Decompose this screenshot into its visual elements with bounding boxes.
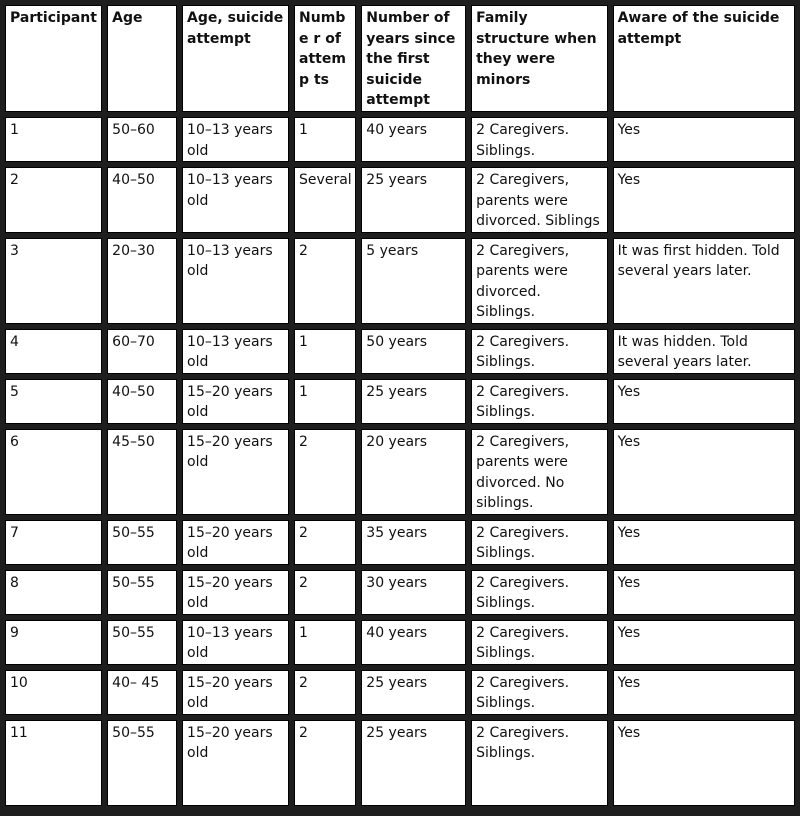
cell-family-structure: 2 Caregivers, parents were divorced. No siblings. — [471, 429, 607, 515]
table-row — [5, 238, 795, 324]
cell-age-attempt: 10–13 years old — [182, 620, 289, 665]
cell-years-since: 25 years — [361, 670, 466, 715]
cell-age: 60–70 — [107, 329, 177, 374]
cell-age: 50–55 — [107, 570, 177, 615]
cell-participant: 3 — [5, 238, 102, 324]
cell-family-structure: 2 Caregivers, parents were divorced. Siblings. — [471, 238, 607, 324]
cell-age-attempt: 15–20 years old — [182, 720, 289, 806]
cell-aware: Yes — [613, 570, 795, 615]
cell-family-structure: 2 Caregivers. Siblings. — [471, 620, 607, 665]
cell-attempts: 1 — [294, 379, 356, 424]
cell-years-since: 25 years — [361, 379, 466, 424]
cell-age: 40– 45 — [107, 670, 177, 715]
cell-aware: Yes — [613, 379, 795, 424]
cell-family-structure: 2 Caregivers. Siblings. — [471, 117, 607, 162]
header-aware-of-attempt: Aware of the suicide attempt — [613, 5, 795, 112]
table-row — [5, 117, 795, 162]
cell-aware: Yes — [613, 620, 795, 665]
cell-years-since: 25 years — [361, 167, 466, 233]
cell-age: 50–55 — [107, 620, 177, 665]
cell-family-structure: 2 Caregivers. Siblings. — [471, 670, 607, 715]
header-years-since-first-attempt: Number of years since the first suicide attempt — [361, 5, 466, 112]
cell-participant: 10 — [5, 670, 102, 715]
cell-family-structure: 2 Caregivers. Siblings. — [471, 329, 607, 374]
cell-family-structure: 2 Caregivers. Siblings. — [471, 720, 607, 806]
cell-age: 40–50 — [107, 379, 177, 424]
cell-age: 50–55 — [107, 720, 177, 806]
table-row — [5, 167, 795, 233]
table-row — [5, 570, 795, 615]
cell-age-attempt: 15–20 years old — [182, 570, 289, 615]
cell-participant: 7 — [5, 520, 102, 565]
cell-aware: Yes — [613, 429, 795, 515]
cell-attempts: 2 — [294, 238, 356, 324]
cell-attempts: 2 — [294, 520, 356, 565]
cell-years-since: 25 years — [361, 720, 466, 806]
cell-aware: It was first hidden. Told several years later. — [613, 238, 795, 324]
cell-age: 50–60 — [107, 117, 177, 162]
cell-participant: 2 — [5, 167, 102, 233]
cell-attempts: 2 — [294, 670, 356, 715]
cell-attempts: 1 — [294, 329, 356, 374]
cell-years-since: 20 years — [361, 429, 466, 515]
table-row — [5, 720, 795, 806]
cell-attempts: 2 — [294, 429, 356, 515]
cell-age-attempt: 15–20 years old — [182, 670, 289, 715]
header-participant: Participant — [5, 5, 102, 112]
cell-participant: 4 — [5, 329, 102, 374]
cell-participant: 11 — [5, 720, 102, 806]
cell-attempts: Several — [294, 167, 356, 233]
cell-age-attempt: 10–13 years old — [182, 167, 289, 233]
cell-age: 45–50 — [107, 429, 177, 515]
cell-participant: 1 — [5, 117, 102, 162]
cell-age-attempt: 15–20 years old — [182, 429, 289, 515]
cell-attempts: 2 — [294, 720, 356, 806]
cell-aware: Yes — [613, 720, 795, 806]
cell-years-since: 35 years — [361, 520, 466, 565]
cell-years-since: 30 years — [361, 570, 466, 615]
cell-years-since: 40 years — [361, 620, 466, 665]
cell-years-since: 5 years — [361, 238, 466, 324]
cell-age-attempt: 15–20 years old — [182, 379, 289, 424]
cell-years-since: 40 years — [361, 117, 466, 162]
cell-aware: Yes — [613, 520, 795, 565]
cell-attempts: 2 — [294, 570, 356, 615]
table-row — [5, 329, 795, 374]
header-family-structure: Family structure when they were minors — [471, 5, 607, 112]
header-age-suicide-attempt: Age, suicide attempt — [182, 5, 289, 112]
cell-attempts: 1 — [294, 620, 356, 665]
table-row — [5, 429, 795, 515]
header-number-of-attempts: Numbe r of attemp ts — [294, 5, 356, 112]
header-age: Age — [107, 5, 177, 112]
table-row — [5, 620, 795, 665]
cell-attempts: 1 — [294, 117, 356, 162]
cell-family-structure: 2 Caregivers. Siblings. — [471, 520, 607, 565]
cell-family-structure: 2 Caregivers. Siblings. — [471, 570, 607, 615]
cell-aware: Yes — [613, 117, 795, 162]
cell-years-since: 50 years — [361, 329, 466, 374]
cell-age-attempt: 10–13 years old — [182, 238, 289, 324]
cell-family-structure: 2 Caregivers, parents were divorced. Siblings — [471, 167, 607, 233]
cell-participant: 9 — [5, 620, 102, 665]
cell-aware: It was hidden. Told several years later. — [613, 329, 795, 374]
cell-age-attempt: 10–13 years old — [182, 329, 289, 374]
cell-aware: Yes — [613, 670, 795, 715]
cell-age-attempt: 10–13 years old — [182, 117, 289, 162]
table-row — [5, 379, 795, 424]
cell-participant: 8 — [5, 570, 102, 615]
header-row — [5, 5, 795, 112]
table-row — [5, 520, 795, 565]
table-row — [5, 670, 795, 715]
cell-age: 40–50 — [107, 167, 177, 233]
cell-participant: 5 — [5, 379, 102, 424]
cell-age-attempt: 15–20 years old — [182, 520, 289, 565]
cell-aware: Yes — [613, 167, 795, 233]
cell-age: 50–55 — [107, 520, 177, 565]
cell-age: 20–30 — [107, 238, 177, 324]
cell-participant: 6 — [5, 429, 102, 515]
cell-family-structure: 2 Caregivers. Siblings. — [471, 379, 607, 424]
bottom-margin — [0, 816, 800, 840]
